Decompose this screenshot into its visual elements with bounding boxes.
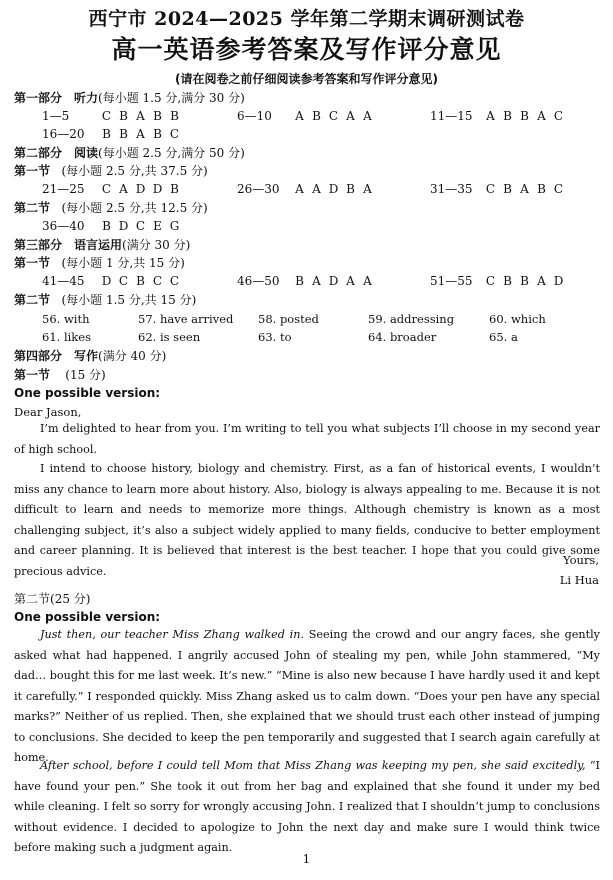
answer-letter: B: [136, 274, 145, 288]
answer-letter: C: [152, 274, 163, 288]
answer-range: 1—5: [42, 109, 70, 123]
section-note: (15 分): [65, 368, 106, 382]
reading-heading: 第二部分 阅读: [14, 146, 99, 160]
story-paragraph: [14, 756, 600, 859]
answer-group: [237, 182, 376, 197]
answer-letter: A: [363, 182, 372, 196]
answer-letter: B: [119, 127, 128, 141]
answer-range: 41—45: [42, 274, 85, 288]
answer-letter: D: [328, 274, 339, 288]
answer-group: [42, 127, 183, 142]
answer-range: 31—35: [430, 182, 473, 196]
language-heading: 第三部分 语言运用: [14, 238, 123, 252]
section-note: (每小题 2.5 分,共 37.5 分): [61, 164, 208, 178]
answer-letter: C: [118, 274, 129, 288]
section-note: (每小题 2.5 分,共 12.5 分): [61, 201, 208, 215]
answer-letter: A: [346, 274, 355, 288]
story-lead-sentence: Just then, our teacher Miss Zhang walked in.: [40, 628, 305, 641]
section-heading: 第一节: [14, 368, 51, 382]
fill-answer: 63. to: [258, 330, 292, 344]
answer-letter: E: [153, 219, 162, 233]
answer-letter: B: [503, 274, 512, 288]
answer-letter: B: [153, 109, 162, 123]
answer-group: [430, 109, 567, 124]
fill-answer: 57. have arrived: [138, 312, 234, 326]
answer-letter: B: [119, 109, 128, 123]
answer-letter: B: [102, 127, 111, 141]
answer-letter: B: [346, 182, 355, 196]
writing-section2-line: [14, 592, 90, 607]
section-heading: 第二节: [14, 293, 51, 307]
answer-letter: A: [312, 182, 321, 196]
listening-heading: 第一部分 听力: [14, 91, 99, 105]
answer-range: 26—30: [237, 182, 280, 196]
answer-letter: D: [328, 182, 339, 196]
reading-section2-line: [14, 201, 208, 216]
answer-letter: A: [312, 274, 321, 288]
answer-letter: B: [312, 109, 321, 123]
answer-letter: A: [136, 127, 145, 141]
answer-letter: B: [170, 109, 179, 123]
letter-closing: Yours,: [563, 553, 599, 567]
answer-letter: A: [520, 182, 529, 196]
answer-letter: C: [485, 274, 496, 288]
answer-letter: D: [118, 219, 129, 233]
answer-letter: B: [170, 182, 179, 196]
reading-section1-line: [14, 164, 208, 179]
fill-answer: 64. broader: [368, 330, 437, 344]
fill-answer: 56. with: [42, 312, 90, 326]
answer-letter: A: [537, 274, 546, 288]
answer-group: [430, 182, 567, 197]
story-text: “I have found your pen.” She took it out from her bag and explained that she found it under my bed while cleaning. I felt so sorry for wrongly accusing John. I realized that I shouldn’t jump to conclusions without evidence. I decided to apologize to John the next day and make sure I would think twice before making such a judgment again.: [14, 759, 600, 854]
answer-letter: A: [295, 182, 304, 196]
writing-heading: 第四部分 写作: [14, 349, 99, 363]
story-paragraph: [14, 625, 600, 769]
fill-answer: 58. posted: [258, 312, 319, 326]
language-note: (满分 30 分): [122, 238, 191, 252]
section-note: (每小题 1 分,共 15 分): [61, 256, 185, 270]
page-number: 1: [302, 852, 311, 866]
fill-answer: 62. is seen: [138, 330, 201, 344]
answer-group: [237, 274, 376, 289]
answer-letter: A: [295, 109, 304, 123]
version-label: One possible version:: [14, 610, 161, 624]
answer-letter: C: [169, 127, 180, 141]
writing-note: (满分 40 分): [98, 349, 167, 363]
answer-group: [42, 219, 183, 234]
reading-note: (每小题 2.5 分,满分 50 分): [98, 146, 245, 160]
answer-letter: A: [363, 274, 372, 288]
reading-heading-line: [14, 146, 245, 161]
answer-letter: B: [295, 274, 304, 288]
answer-letter: B: [503, 182, 512, 196]
fill-answer: 61. likes: [42, 330, 91, 344]
answer-letter: A: [346, 109, 355, 123]
answer-group: [42, 109, 183, 124]
answer-letter: B: [520, 274, 529, 288]
version-label: One possible version:: [14, 386, 161, 400]
letter-paragraph: I intend to choose history, biology and chemistry. First, as a fan of historical events, I wouldn’t miss any chance to learn more about history. Also, biology is always appealing to me. Because it is not difficult to learn and needs to memorize more things. Although chemistry is known as a most challenging subject, it’s also a subject widely applied to many fields, conducive to better employment and career planning. It is believed that interest is the best teacher. I hope that you could give some precious advice.: [14, 462, 600, 578]
answer-letter: C: [135, 219, 146, 233]
fill-answer: 60. which: [489, 312, 546, 326]
answer-range: 36—40: [42, 219, 85, 233]
section-heading: 第一节: [14, 164, 51, 178]
answer-range: 11—15: [430, 109, 473, 123]
answer-letter: C: [553, 182, 564, 196]
letter-signature: Li Hua: [559, 573, 599, 587]
answer-letter: A: [537, 109, 546, 123]
answer-key-title: 高一英语参考答案及写作评分意见: [111, 35, 502, 64]
answer-range: 51—55: [430, 274, 473, 288]
story-lead-sentence: After school, before I could tell Mom that Miss Zhang was keeping my pen, she said excitedly,: [40, 759, 586, 772]
listening-note: (每小题 1.5 分,满分 30 分): [98, 91, 245, 105]
answer-letter: D: [101, 274, 112, 288]
answer-letter: C: [328, 109, 339, 123]
exam-title: 西宁市 2024—2025 学年第二学期末调研测试卷: [88, 8, 525, 30]
answer-letter: C: [101, 109, 112, 123]
answer-letter: D: [152, 182, 163, 196]
answer-letter: B: [102, 219, 111, 233]
writing-section1-line: [14, 368, 106, 383]
language-heading-line: [14, 238, 190, 253]
answer-letter: A: [486, 109, 495, 123]
section-heading: 第一节: [14, 256, 51, 270]
section-heading: 第二节: [14, 201, 51, 215]
listening-heading-line: [14, 91, 245, 106]
writing-heading-line: [14, 349, 166, 364]
answer-letter: B: [520, 109, 529, 123]
answer-range: 46—50: [237, 274, 280, 288]
letter-greeting: Dear Jason,: [14, 405, 82, 419]
letter-paragraph: I’m delighted to hear from you. I’m writing to tell you what subjects I’ll choose in my second year of high school.: [14, 422, 600, 456]
section-note: (25 分): [50, 592, 91, 606]
language-section1-line: [14, 256, 185, 271]
fill-answer: 59. addressing: [368, 312, 455, 326]
answer-range: 16—20: [42, 127, 85, 141]
answer-letter: C: [101, 182, 112, 196]
answer-letter: D: [553, 274, 564, 288]
answer-group: [237, 109, 376, 124]
answer-letter: B: [503, 109, 512, 123]
answer-range: 21—25: [42, 182, 85, 196]
answer-letter: C: [485, 182, 496, 196]
answer-group: [42, 274, 183, 289]
fill-answer: 65. a: [489, 330, 518, 344]
answer-letter: B: [153, 127, 162, 141]
reading-instruction-note: (请在阅卷之前仔细阅读参考答案和写作评分意见): [175, 72, 438, 86]
story-text: Seeing the crowd and our angry faces, she gently asked what had happened. I angrily accused John of stealing my pen, while John stammered, “My dad… bought this for me last week. It’s new.” “Mine is also new because I have hardly used it and kept it carefully.” I responded quickly. Miss Zhang asked us to calm down. “Does your pen have any special marks?” Neither of us replied. Then, she explained that we should trust each other instead of jumping to conclusions. She decided to keep the pen temporarily and suggested that I search again carefully at home.: [14, 628, 600, 764]
answer-letter: A: [363, 109, 372, 123]
answer-letter: G: [169, 219, 180, 233]
answer-letter: B: [537, 182, 546, 196]
answer-letter: C: [169, 274, 180, 288]
section-note: (每小题 1.5 分,共 15 分): [61, 293, 197, 307]
answer-group: [42, 182, 183, 197]
answer-group: [430, 274, 567, 289]
answer-letter: A: [119, 182, 128, 196]
answer-letter: D: [135, 182, 146, 196]
answer-letter: C: [553, 109, 564, 123]
answer-letter: A: [136, 109, 145, 123]
language-section2-line: [14, 293, 196, 308]
section-heading: 第二节: [14, 592, 51, 606]
answer-range: 6—10: [237, 109, 272, 123]
